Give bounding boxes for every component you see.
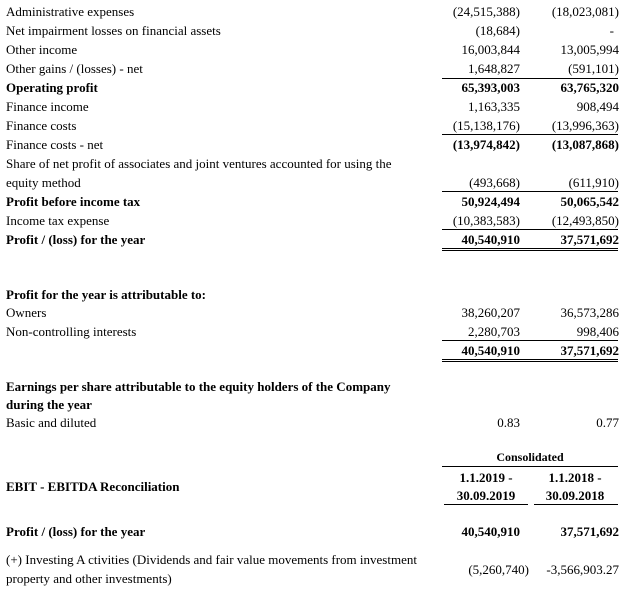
period-2018-line2: 30.09.2018 — [545, 488, 605, 503]
value-2018: 37,571,692 — [560, 232, 619, 247]
value-2019: (5,260,740) — [468, 562, 529, 577]
row-share-of-net-profit — [0, 154, 628, 173]
row-label: (+) Investing A ctivities (Dividends and fair value movements from investment — [6, 552, 417, 567]
row-label: Income tax expense — [6, 213, 110, 228]
row-equity-method — [0, 173, 628, 192]
value-2018: (12,493,850) — [551, 213, 619, 228]
value-2019: (10,383,583) — [452, 213, 520, 228]
row-investing-activities-values — [0, 560, 628, 579]
value-2019: 1,163,335 — [468, 99, 520, 114]
row-finance-costs-net — [0, 135, 628, 154]
value-2018: 908,494 — [576, 99, 619, 114]
row-profit-before-income-tax — [0, 192, 628, 211]
row-basic-and-diluted — [0, 413, 628, 432]
row-label: Profit / (loss) for the year — [6, 232, 146, 247]
total-double-rule — [442, 359, 618, 362]
row-label: Finance costs - net — [6, 137, 104, 152]
row-label: property and other investments) — [6, 571, 172, 586]
period-2018-line1: 1.1.2018 - — [548, 470, 602, 485]
value-2019: 65,393,003 — [461, 80, 520, 95]
value-2018: (611,910) — [568, 175, 619, 190]
section-heading: Profit for the year is attributable to: — [6, 287, 207, 302]
row-label: Net impairment losses on financial assets — [6, 23, 221, 38]
header-rule — [442, 466, 618, 467]
period-rule — [444, 504, 528, 505]
row-label: Other income — [6, 42, 78, 57]
row-label: Basic and diluted — [6, 415, 97, 430]
row-label: Operating profit — [6, 80, 98, 95]
row-label: Administrative expenses — [6, 4, 135, 19]
row-label: Non-controlling interests — [6, 324, 137, 339]
value-2018: (13,087,868) — [551, 137, 619, 152]
row-other-income — [0, 40, 628, 59]
value-2018: 37,571,692 — [560, 524, 619, 539]
row-finance-income — [0, 97, 628, 116]
value-2019: (493,668) — [469, 175, 520, 190]
eps-heading-line2 — [0, 395, 628, 414]
ebitda-title-row — [0, 477, 628, 496]
value-2019: (13,974,842) — [452, 137, 520, 152]
value-2018: 37,571,692 — [560, 343, 619, 358]
value-2018: 998,406 — [576, 324, 619, 339]
section-heading: during the year — [6, 397, 92, 412]
row-label: Finance income — [6, 99, 89, 114]
total-double-rule — [442, 248, 618, 251]
value-2019: 16,003,844 — [461, 42, 520, 57]
row-label: Profit / (loss) for the year — [6, 524, 146, 539]
row-owners — [0, 303, 628, 322]
value-2019: 2,280,703 — [468, 324, 520, 339]
attributable-heading — [0, 285, 628, 304]
row-attributable-total — [0, 341, 628, 360]
value-2019: 1,648,827 — [468, 61, 520, 76]
value-2018: (13,996,363) — [551, 118, 619, 133]
value-2019: 50,924,494 — [461, 194, 520, 209]
period-2019-line2: 30.09.2019 — [456, 488, 516, 503]
eps-heading-line1 — [0, 377, 628, 396]
row-income-tax-expense — [0, 211, 628, 230]
row-label: Owners — [6, 305, 47, 320]
value-2018: 13,005,994 — [560, 42, 619, 57]
value-2019: 38,260,207 — [461, 305, 520, 320]
row-operating-profit — [0, 78, 628, 97]
value-2019: 40,540,910 — [461, 343, 520, 358]
value-2019: (24,515,388) — [452, 4, 520, 19]
row-label: Share of net profit of associates and joint ventures accounted for using the — [6, 156, 392, 171]
row-label: Profit before income tax — [6, 194, 141, 209]
value-2019: (15,138,176) — [452, 118, 520, 133]
value-2018: (591,101) — [568, 61, 619, 76]
value-2018: 63,765,320 — [560, 80, 619, 95]
value-2018: 50,065,542 — [560, 194, 619, 209]
row-non-controlling-interests — [0, 322, 628, 341]
period-2019-line1: 1.1.2019 - — [459, 470, 513, 485]
value-2018: 36,573,286 — [560, 305, 619, 320]
row-profit-for-the-year — [0, 230, 628, 249]
row-net-impairment-losses — [0, 21, 628, 40]
row-label: Other gains / (losses) - net — [6, 61, 143, 76]
row-administrative-expenses — [0, 2, 628, 21]
value-2018: 0.77 — [596, 415, 619, 430]
value-2019: 0.83 — [497, 415, 520, 430]
value-2019: 40,540,910 — [461, 232, 520, 247]
value-2018: (18,023,081) — [551, 4, 619, 19]
row-finance-costs — [0, 116, 628, 135]
value-2019: 40,540,910 — [461, 524, 520, 539]
value-2019: (18,684) — [475, 23, 520, 38]
row-label: Finance costs — [6, 118, 77, 133]
row-other-gains-losses — [0, 59, 628, 78]
row-ebitda-profit — [0, 522, 628, 541]
value-2018: - — [609, 23, 614, 38]
row-label: equity method — [6, 175, 81, 190]
value-2018: -3,566,903.27 — [546, 562, 619, 577]
consolidated-header: Consolidated — [496, 450, 564, 464]
section-heading: Earnings per share attributable to the equity holders of the Company — [6, 379, 391, 394]
ebitda-title: EBIT - EBITDA Reconciliation — [6, 479, 180, 494]
period-rule — [534, 504, 618, 505]
